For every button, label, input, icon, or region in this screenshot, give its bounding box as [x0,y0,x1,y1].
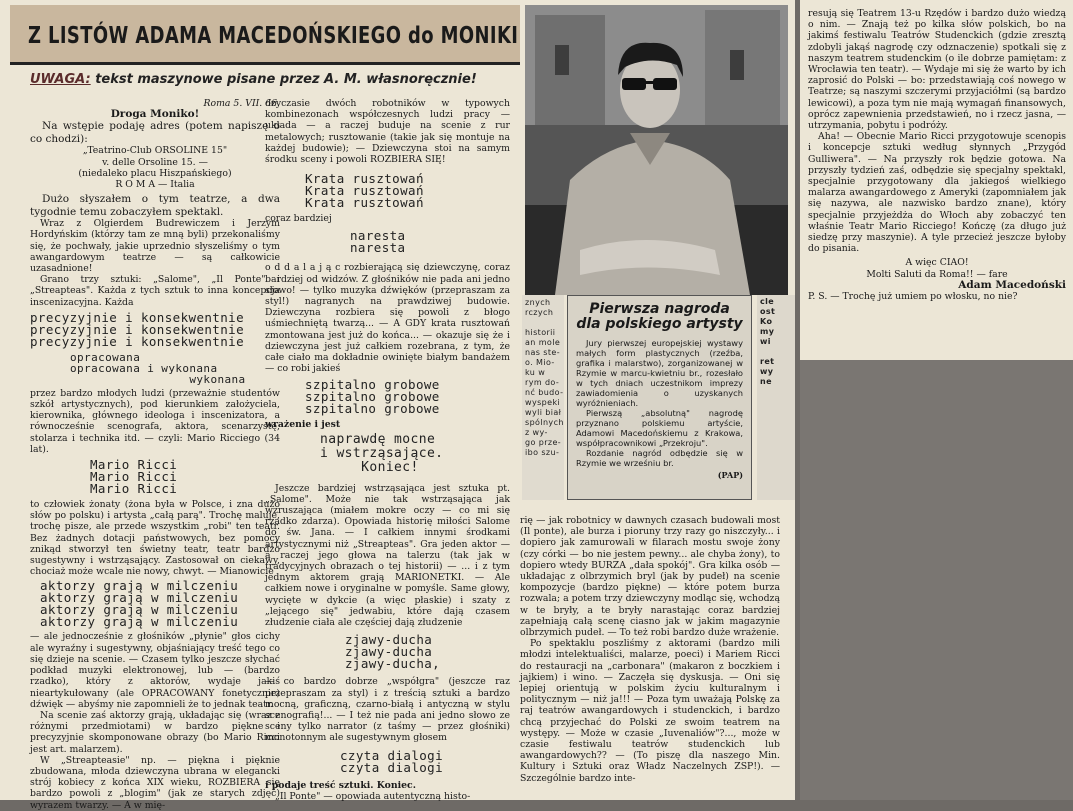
paragraph: Grano trzy sztuki: „Salome", „Il Ponte" i „Streapteas". Każda z tych sztuk to inna koncepcja inscenizacyjna. Każda [30,274,280,308]
paragraph: wrażenie i jest [265,419,341,431]
address-line: „Teatrino-Club ORSOLINE 15" [82,145,228,157]
adjacent-article-fragment [522,295,564,500]
farewell: A więc CIAO! [905,257,969,269]
typewritten-repeat: aktorzy grają w milczeniu aktorzy grają w milczeniu aktorzy grają w milczeniu aktorzy grają w milczeniu [40,578,239,630]
paragraph: W „Streapteasie" np. — piękna i pięknie zbudowana, młoda dziewczyna ubrana w elegancki strój kobiecy z końca XIX wieku, ROZBIERA się bardzo powoli z „blogim" (jak ze starych zdjęć) wyrazem twarzy. — A w mię- [30,754,280,811]
typewritten-repeat: czyta dialogi czyta dialogi [340,747,444,775]
paragraph: Aha! — Obecnie Mario Ricci przygotowuje scenopis i koncepcje sztuki według słynnych „Przygód Gulliwera". — Na przyszły rok będzie gotowa. Na przyszły tydzień zaś, odbędzie się specjalny spektakl, specjalnie przygotowany dla jakiegoś wielkiego malarza awangardowego z Ameryki (zapomniałem jak się nazywa, ale nazwisko bardzo znane), który specjalnie przyjeżdża do Włoch aby zobaczyć ten właśnie Teatr Mario Ricciego! Kończę (za długo już siedzę przy maszynie). A tyle przecież jeszcze byłoby do pisania. [808,131,1066,255]
address-line: R O M A — Italia [115,179,195,191]
paragraph: resują się Teatrem 13-u Rzędów i bardzo dużo wiedzą o nim. — Znają też po kilka słów polskich, bo na jakimś festiwalu Teatrów Studenckich (gdzie zresztą zdobyli jakąś nagrodę czy odznaczenie) spotkali się z naszym teatrem studenckim (o ile dobrze pamiętam: z Wrocławia ten teatr). — Wydaje mi się że warto by ich zaprosić do Polski — bo: przedstawiają coś nowego w Teatrze; są naszymi szczerymi przyjaciółmi (są bardzo lewicowi), a poza tym nie mają wymagań finansowych, oprócz zapewnienia przedstawień, no i rzecz jasna, — utrzymania, pobytu i podróży. [808,8,1066,132]
column-3 [520,515,780,800]
paragraph: rię — jak robotnicy w dawnych czasach budowali most (Il ponte), ale burza i pioruny trzy razy go niszczyły... i dopiero jak zamurowali w filarach mostu swoje żony (czy córki — bo nie jestem pewny... ale chyba żony), to dopiero wtedy BURZA „dała spokój". Gra kilka osób — układając z olbrzymich bryl (jak by pudeł) na scenie kompozycje (bardzo piękne) — które potem burza rozwala; a potem trzy dziewczyny modląc się, wchodzą w te bryły, a te bryły narastając coraz bardziej zapełniają całą scenę ciasno jak w jakim magazynie olbrzymich pudeł. — To też robi bardzo duże wrażenie. [520,515,780,639]
paragraph: Na scenie zaś aktorzy grają, układając się (wraz z różnymi przedmiotami) w bardzo piękne i precyzyjnie skomponowane obrazy (bo Mario Ricci jest art. malarzem). [30,709,280,755]
paragraph: — ale jednocześnie z głośników „płynie" głos cichy ale wyraźny i sugestywny, objaśniający treść tego co się dzieje na scenie. — Czasem tylko jeszcze słychać podkład muzyki elektronowej, lub — (bardzo rzadko), który z aktorów, wydaje jakiś nieartykułowany (ale OPRACOWANY fonetycznie) dźwięk — abyśmy nie zapomnieli że to jednak teatr. [30,631,280,710]
paragraph: to człowiek żonaty (żona była w Polsce, i zna dużo słów po polsku) i artysta „całą parą". Trochę maluje, trochę pisze, ale przede wszystkim „robi" ten teatr. Bez żadnych dotacji państwowych, bez pomocy znikąd stworzył ten świetny teatr, teatr bardzo sugestywny i wstrząsający. Zastosował on ciekawy, chociaż może wcale nie nowy, chwyt. — Mianowicie [30,499,280,578]
portrait-photo-illustration [525,5,788,295]
portrait-photo [525,5,788,295]
note-line [30,72,520,94]
news-paragraph: Rozdanie nagród odbędzie się w Rzymie we wrześniu br. [576,448,743,468]
greeting: Droga Moniko! [110,108,200,121]
fragment-text: znych rczych historii an mole nas ste- o. Mio- ku w rym do- nć budo- wyspeki wyli biał spólnych z wy- go prze- ibo szu- [525,298,564,457]
column-1 [30,98,280,811]
address-line: v. delle Orsoline 15. — [102,156,208,168]
paragraph: „Il Ponte" — opowiada autentyczną histo- [275,790,471,802]
news-title: Pierwsza nagroda dla polskiego artysty [576,301,743,332]
signature: Adam Macedoński [958,278,1066,291]
column-2 [265,98,510,800]
typewritten-repeat: precyzyjnie i konsekwentnie precyzyjnie i konsekwentnie precyzyjnie i konsekwentnie [30,309,244,349]
paragraph: dzyczasie dwóch robotników w typowych kombinezonach współczesnych ludzi pracy — układa — a raczej buduje na scenie z rur metalowych; rusztowanie (takie jak się montuje na każdej budowie); — Dziewczyna stoi na samym środku sceny i powoli ROZBIERA SIĘ! [265,98,510,166]
typewritten-repeat: Mario Ricci Mario Ricci Mario Ricci [90,457,178,497]
news-paragraph: Jury pierwszej europejskiej wystawy małych form plastycznych (rzeźba, grafika i malarstwo), zorganizowanej w Rzymie w marcu-kwietniu br., rozesłało w tych dniach uczestnikom imprezy zawiadomienia o uzyskanych wyróżnieniach. [576,338,743,408]
edge-article-fragment [757,295,795,500]
paragraph: Po spektaklu poszliśmy z aktorami (bardzo mili młodzi intelektualiści, malarze, poeci) i Mariem Ricci do restauracji na „carbonara" (makaron z boczkiem i jajkiem) i wino. — Zaczęła się dyskusja. — Oni się lepiej orientują w polskim życiu kulturalnym i politycznym — niż ja!!! — Poza tym uważają Polskę za raj teatrów awangardowych i studenckich, i bardzo chcą przyjechać do Polski ze swoim teatrem na występy. — Może w czasie „Iuvenaliów"?..., może w czasie festiwalu teatrów studenckich lub awangardowych?? — (To piszę dla naszego Min. Kultury i Sztuki oraz Władz Naczelnych ZSP!). — Szczególnie bardzo inte- [520,638,780,784]
typewritten-repeat: naresta naresta [350,228,406,256]
column-4 [808,8,1066,358]
paragraph: Dużo słyszałem o tym teatrze, a dwa tygodnie temu zobaczyłem spektakl. [30,193,280,218]
article-header [10,5,520,65]
farewell: Molti Saluti da Roma!! — fare [866,268,1008,280]
news-box [567,295,752,500]
typewritten-repeat: naprawdę mocne i wstrząsające. Koniec! [320,431,444,475]
paragraph: — co bardzo dobrze „współgra" (jeszcze raz przepraszam za styl) i z treścią sztuki a bardzo mocną, graficzną, czarno-białą i antyczną w stylu scenografią!... — I też nie pada ani jedno słowo ze sceny tylko narrator (z taśmy — przez głośniki) monotonnym ale sugestywnym głosem [265,676,510,744]
article-title: Z LISTÓW ADAMA MACEDOŃSKIEGO do MONIKI [28,23,519,49]
note-label: UWAGA: [30,72,91,87]
address-line: (niedaleko placu Hiszpańskiego) [78,167,232,179]
paragraph: Na wstępie podaję adres (potem napiszę o co chodzi): [30,120,280,145]
dark-background [800,360,1073,800]
typewritten-repeat: Krata rusztowań Krata rusztowań Krata rusztowań [305,171,424,211]
news-paragraph: Pierwszą „absolutną" nagrodę przyznano polskiemu artyście, Adamowi Macedońskiemu z Krakowa, współpracownikowi „Przekroju". [576,408,743,448]
news-source: (PAP) [717,470,743,480]
paragraph: Jeszcze bardziej wstrząsająca jest sztuka pt. „Salome". Może nie tak wstrząsająca jak wzruszająca (miałem mokre oczy — co mi się rzadko zdarza). Opowiada historię miłości Salome do św. Jana. — I całkiem innymi środkami artystycznymi niż „Streapteas". Gra jeden aktor — a raczej jego głowa na talerzu (tak jak w tradycyjnych obrazach o tej historii) — ... i z tym jednym aktorem grają MARIONETKI. — Ale całkiem nowe i oryginalne w pomyśle. Same głowy, wycięte w dykcie (a więc płaskie) i szaty z „lejącego się" jedwabiu, które dają czasem złudzenie ciała ale częściej dają złudzenie [265,482,510,629]
letter-date: Roma 5. VII. 66. [203,98,280,109]
fragment-text: cle ost Ko my wi ret wy ne [760,297,776,386]
typewritten-repeat: zjawy-ducha zjawy-ducha zjawy-ducha, [345,632,441,672]
typewritten-repeat: szpitalno grobowe szpitalno grobowe szpitalno grobowe [305,377,440,417]
paragraph: przez bardzo młodych ludzi (przeważnie studentów szkół artystycznych), pod kierunkiem założyciela, kierownika, głównego ideologa i inscenizatora, a równocześnie scenografa, aktora, scenarzystę, stolarza i technika itd. — czyli: Mario Ricciego (34 lat). [30,387,280,455]
paragraph: coraz bardziej [265,213,332,225]
postscript: P. S. — Trochę już umiem po włosku, no nie? [808,291,1018,303]
paragraph: Wraz z Olgierdem Budrewiczem i Jerzym Hordyńskim (którzy tam ze mną byli) przekonaliśmy się, że pochwały, jakie uprzednio słyszeliśmy o tym awangardowym teatrze — są całkowicie uzasadnione! [30,218,280,275]
paragraph: i podaje treść sztuki. Koniec. [265,779,416,791]
note-text: tekst maszynowe pisane przez A. M. własnoręcznie! [95,72,477,87]
typewritten-repeat: opracowana opracowana i wykonana wykonana [70,350,246,386]
paragraph: o d d a l a j ą c rozbierającą się dziewczynę, coraz bardziej od widzów. Z głośników nie pada ani jedno słowo! — tylko muzyka dźwięków (przepraszam za styl!) nagranych na prawdziwej budowie. Dziewczyna rozbiera się powoli z błogo uśmiechniętą twarzą... — A GDY krata rusztowań zmontowana jest już do końca... — okazuje się że i dziewczyna jest już całkiem rozebrana, z tym, że całe ciało ma dokładnie owinięte białym bandażem — co robi jakieś [265,262,510,375]
